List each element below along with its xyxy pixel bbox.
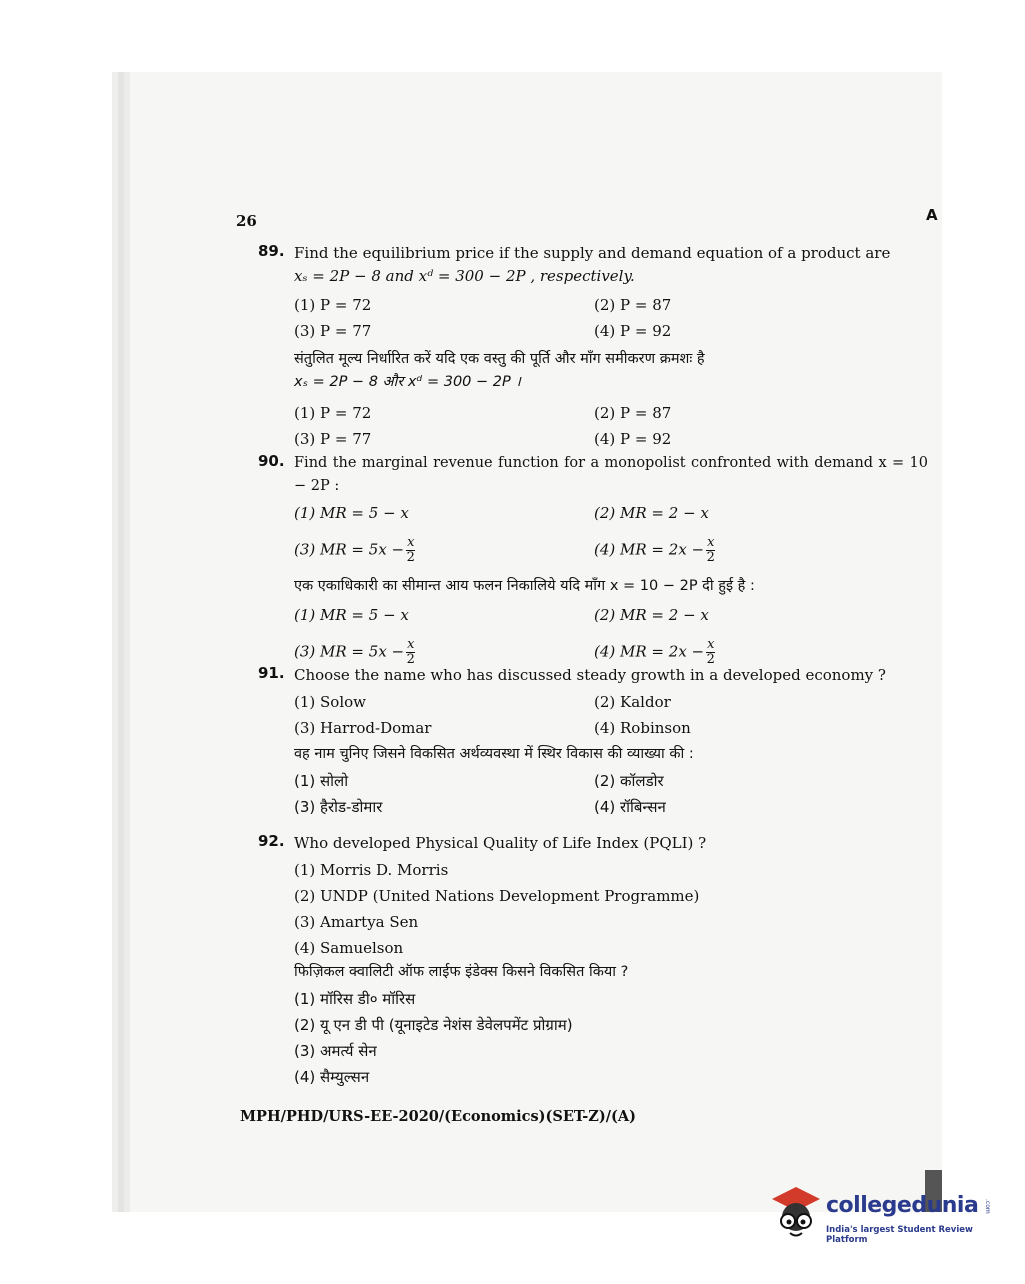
option-3[interactable]: (3) Amartya Sen [294, 913, 419, 931]
option-4[interactable]: (4) Robinson [594, 719, 691, 737]
option-3[interactable]: (3) P = 77 [294, 430, 372, 448]
question-number: 90. [258, 452, 285, 470]
option-1[interactable]: (1) MR = 5 − x [294, 606, 409, 624]
options-en [294, 500, 928, 565]
option-1[interactable]: (1) P = 72 [294, 296, 372, 314]
options-hi [294, 602, 928, 667]
option-1[interactable]: (1) P = 72 [294, 404, 372, 422]
question-text-line: xₛ = 2P − 8 और xᵈ = 300 − 2P । [294, 374, 521, 390]
question-number: 89. [258, 242, 285, 260]
option-1[interactable]: (1) सोलो [294, 772, 349, 790]
question-92 [258, 832, 928, 1090]
option-1[interactable]: (1) मॉरिस डी० मॉरिस [294, 990, 416, 1008]
numerator: x [407, 535, 415, 550]
option-3[interactable]: (3) Harrod-Domar [294, 719, 432, 737]
options-en [294, 689, 928, 741]
exam-code-footer: MPH/PHD/URS-EE-2020/(Economics)(SET-Z)/(A) [240, 1108, 637, 1125]
brand-tagline: India's largest Student Review Platform [826, 1225, 973, 1245]
question-text-line: xₛ = 2P − 8 and xᵈ = 300 − 2P , respectively. [294, 267, 635, 285]
options-hi [294, 768, 928, 820]
options-hi [294, 400, 928, 452]
option-4[interactable] [594, 638, 894, 667]
question-number: 91. [258, 664, 285, 682]
question-text-en: Choose the name who has discussed steady growth in a developed economy ? [294, 666, 886, 684]
fraction [406, 536, 415, 565]
option-4[interactable]: (4) P = 92 [594, 430, 672, 448]
question-number: 92. [258, 832, 285, 850]
question-text-hi: वह नाम चुनिए जिसने विकसित अर्थव्यवस्था में स्थिर विकास की व्याख्या की : [294, 746, 694, 762]
option-text: (4) MR = 2x − [594, 642, 705, 661]
mascot-icon [768, 1183, 824, 1247]
question-text-line: Find the equilibrium price if the supply and demand equation of a product are [294, 244, 891, 262]
brand-name: collegedunia [826, 1193, 979, 1218]
question-text-en: Who developed Physical Quality of Life Index (PQLI) ? [294, 834, 707, 852]
option-3[interactable] [294, 638, 594, 667]
question-90 [258, 452, 928, 667]
question-text-line: संतुलित मूल्य निर्धारित करें यदि एक वस्तु की पूर्ति और माँग समीकरण क्रमशः है [294, 351, 705, 367]
brand-com: .com [984, 1199, 991, 1214]
question-91 [258, 664, 928, 820]
option-text: (3) MR = 5x − [294, 642, 405, 661]
question-89 [258, 242, 928, 452]
option-2[interactable]: (2) कॉलडोर [594, 772, 664, 790]
option-2[interactable]: (2) UNDP (United Nations Development Programme) [294, 887, 700, 905]
option-3[interactable]: (3) हैरोड-डोमार [294, 798, 383, 816]
option-1[interactable]: (1) Solow [294, 693, 366, 711]
denominator: 2 [706, 550, 715, 565]
option-2[interactable]: (2) MR = 2 − x [594, 606, 709, 624]
option-2[interactable]: (2) P = 87 [594, 404, 672, 422]
numerator: x [407, 637, 415, 652]
denominator: 2 [706, 652, 715, 667]
fraction [706, 536, 715, 565]
option-2[interactable]: (2) P = 87 [594, 296, 672, 314]
option-4[interactable]: (4) रॉबिन्सन [594, 798, 666, 816]
options-en [294, 857, 928, 961]
option-1[interactable]: (1) Morris D. Morris [294, 861, 449, 879]
question-text-hi: एक एकाधिकारी का सीमान्त आय फलन निकालिये यदि माँग x = 10 − 2P दी हुई है : [294, 578, 755, 594]
fraction [706, 638, 715, 667]
denominator: 2 [406, 550, 415, 565]
collegedunia-logo [768, 1183, 1008, 1253]
fraction [406, 638, 415, 667]
option-3[interactable]: (3) अमर्त्य सेन [294, 1042, 377, 1060]
option-3[interactable] [294, 536, 594, 565]
question-text-hi [294, 348, 928, 394]
question-text-en: Find the marginal revenue function for a monopolist confronted with demand x = 10 − 2P : [294, 455, 928, 494]
denominator: 2 [406, 652, 415, 667]
option-4[interactable] [594, 536, 894, 565]
numerator: x [707, 535, 715, 550]
option-3[interactable]: (3) P = 77 [294, 322, 372, 340]
option-4[interactable]: (4) Samuelson [294, 939, 404, 957]
option-2[interactable]: (2) Kaldor [594, 693, 671, 711]
options-en [294, 292, 928, 344]
option-text: (4) MR = 2x − [594, 540, 705, 559]
question-text-hi: फिज़िकल क्वालिटी ऑफ लाईफ इंडेक्स किसने विकसित किया ? [294, 964, 629, 980]
question-text-en [294, 242, 928, 288]
page-number: 26 [236, 212, 257, 230]
option-2[interactable]: (2) MR = 2 − x [594, 504, 709, 522]
option-4[interactable]: (4) P = 92 [594, 322, 672, 340]
numerator: x [707, 637, 715, 652]
option-4[interactable]: (4) सैम्युल्सन [294, 1068, 370, 1086]
set-label: A [926, 206, 938, 224]
option-1[interactable]: (1) MR = 5 − x [294, 504, 409, 522]
option-2[interactable]: (2) यू एन डी पी (यूनाइटेड नेशंस डेवेलपमेंट प्रोग्राम) [294, 1016, 573, 1034]
options-hi [294, 986, 928, 1090]
option-text: (3) MR = 5x − [294, 540, 405, 559]
